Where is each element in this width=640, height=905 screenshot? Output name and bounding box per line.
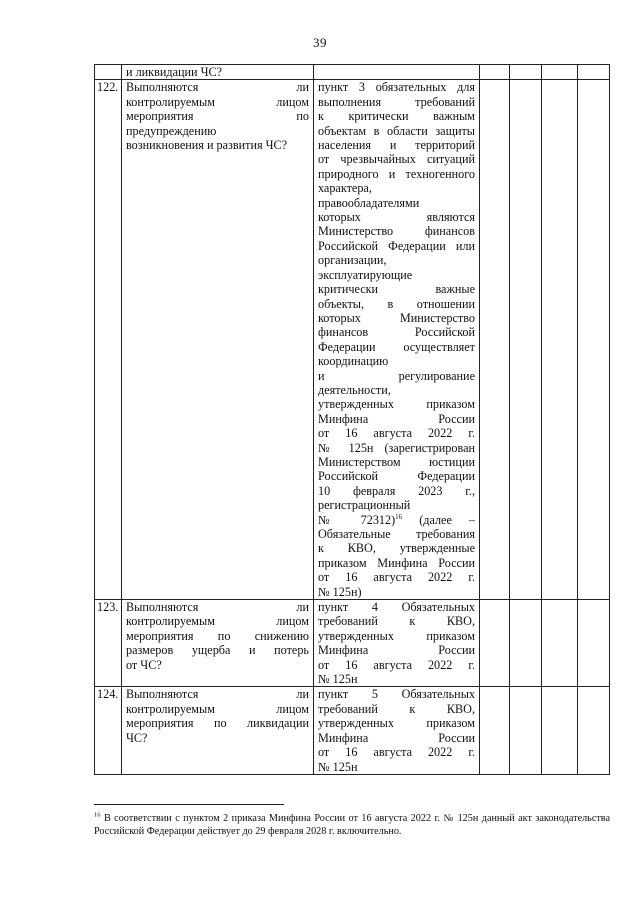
question-line: от ЧС?: [126, 657, 162, 672]
reference-line: финансов Российской: [318, 325, 475, 340]
reference-line: [318, 65, 475, 79]
reference-line: Российской Федерации: [318, 469, 475, 484]
question-cell: [122, 80, 314, 600]
row-number: 124.: [95, 687, 122, 774]
reference-line: пункт 3 обязательных для: [318, 80, 475, 95]
question-line: Выполняются ли: [126, 687, 309, 702]
reference-line: № 125н: [318, 759, 358, 774]
table-row: [95, 687, 610, 774]
answer-cell[interactable]: [542, 80, 578, 600]
footnote-text: В соответствии с пунктом 2 приказа Минфина России от 16 августа 2022 г. № 125н данный акт законодательства Российской Федерации действует до 29 февраля 2028 г. включительно.: [94, 813, 610, 837]
answer-cell[interactable]: [480, 80, 510, 600]
reference-line: требований к КВО,: [318, 614, 475, 629]
reference-line: эксплуатирующие: [318, 267, 413, 282]
question-cell: [122, 65, 314, 80]
registration-number: № 72312): [318, 512, 396, 527]
reference-line: которых являются: [318, 210, 475, 225]
question-line: и ликвидации ЧС?: [126, 65, 223, 79]
reference-line: объектам в области защиты: [318, 123, 475, 138]
reference-line: регистрационный: [318, 498, 411, 513]
table-row: [95, 80, 610, 600]
reference-line: правообладателями: [318, 195, 420, 210]
reference-line: утвержденных приказом: [318, 397, 475, 412]
answer-cell[interactable]: [578, 600, 610, 687]
reference-line: деятельности,: [318, 382, 391, 397]
requirement-reference-cell: [314, 600, 480, 687]
reference-line: от 16 августа 2022 г.: [318, 426, 475, 441]
reference-line: объекты, в отношении: [318, 296, 475, 311]
reference-line: природного и техногенного: [318, 166, 475, 181]
reference-line: и регулирование: [318, 368, 475, 383]
reference-line: от 16 августа 2022 г.: [318, 745, 475, 760]
reference-line: от 16 августа 2022 г.: [318, 570, 475, 585]
answer-cell[interactable]: [542, 600, 578, 687]
reference-line: пункт 5 Обязательных: [318, 687, 475, 702]
question-cell: [122, 600, 314, 687]
question-line: ЧС?: [126, 730, 148, 745]
answer-cell[interactable]: [480, 600, 510, 687]
footnote-rule: [94, 804, 284, 805]
reference-line: характера,: [318, 181, 372, 196]
question-line: возникновения и развития ЧС?: [126, 138, 288, 153]
answer-cell[interactable]: [578, 687, 610, 774]
reference-line: координацию: [318, 354, 389, 369]
row-number: [95, 65, 122, 80]
answer-cell[interactable]: [510, 65, 542, 80]
question-line: Выполняются ли: [126, 80, 309, 95]
question-line: мероприятия по снижению: [126, 628, 309, 643]
reference-line: 10 февраля 2023 г.,: [318, 483, 475, 498]
reference-line: Минфина России: [318, 730, 475, 745]
reference-line: утвержденных приказом: [318, 716, 475, 731]
reference-line: № 125н: [318, 672, 358, 687]
row-number: 123.: [95, 600, 122, 687]
question-line: мероприятия по ликвидации: [126, 716, 309, 731]
answer-cell[interactable]: [510, 600, 542, 687]
reference-line: критически важные: [318, 282, 475, 297]
question-cell: [122, 687, 314, 774]
row-number: 122.: [95, 80, 122, 600]
question-line: контролируемым лицом: [126, 701, 309, 716]
answer-cell[interactable]: [542, 65, 578, 80]
answer-cell[interactable]: [578, 65, 610, 80]
reference-line: утвержденных приказом: [318, 628, 475, 643]
reference-line: Российской Федерации или: [318, 238, 475, 253]
question-line: предупреждению: [126, 123, 217, 138]
reference-line: Обязательные требования: [318, 527, 475, 541]
answer-cell[interactable]: [542, 687, 578, 774]
checklist-table: [94, 64, 610, 775]
reference-line: от 16 августа 2022 г.: [318, 657, 475, 672]
reference-line: Минфина России: [318, 643, 475, 658]
page-number: 39: [313, 35, 327, 50]
reference-line: № 125н): [318, 584, 362, 599]
question-line: размеров ущерба и потерь: [126, 643, 309, 658]
answer-cell[interactable]: [578, 80, 610, 600]
reference-line: организации,: [318, 253, 387, 268]
reference-line: Министерство финансов: [318, 224, 475, 239]
question-line: контролируемым лицом: [126, 614, 309, 629]
answer-cell[interactable]: [510, 687, 542, 774]
footnote-reference-mark: 16: [395, 512, 403, 521]
reference-continuation: (далее –: [402, 512, 475, 527]
reference-line: [318, 513, 475, 527]
reference-line: выполнения требований: [318, 94, 475, 109]
reference-line: требований к КВО,: [318, 701, 475, 716]
reference-line: населения и территорий: [318, 138, 475, 153]
requirement-reference-cell: [314, 687, 480, 774]
reference-line: от чрезвычайных ситуаций: [318, 152, 475, 167]
reference-line: Минфина России: [318, 411, 475, 426]
table-row: [95, 600, 610, 687]
table-row: [95, 65, 610, 80]
answer-cell[interactable]: [480, 65, 510, 80]
reference-line: Федерации осуществляет: [318, 339, 475, 354]
requirement-reference-cell: [314, 80, 480, 600]
answer-cell[interactable]: [510, 80, 542, 600]
answer-cell[interactable]: [480, 687, 510, 774]
footnote-mark: 16: [94, 811, 101, 819]
footnote: [94, 812, 610, 838]
reference-line: к критически важным: [318, 109, 475, 124]
reference-line: пункт 4 Обязательных: [318, 600, 475, 615]
question-line: Выполняются ли: [126, 600, 309, 615]
reference-line: которых Министерство: [318, 310, 475, 325]
reference-line: Министерством юстиции: [318, 454, 475, 469]
reference-line: № 125н (зарегистрирован: [318, 440, 475, 455]
reference-line: приказом Минфина России: [318, 555, 475, 570]
requirement-reference-cell: [314, 65, 480, 80]
reference-line: к КВО, утвержденные: [318, 541, 475, 556]
question-line: контролируемым лицом: [126, 94, 309, 109]
question-line: мероприятия по: [126, 109, 309, 124]
